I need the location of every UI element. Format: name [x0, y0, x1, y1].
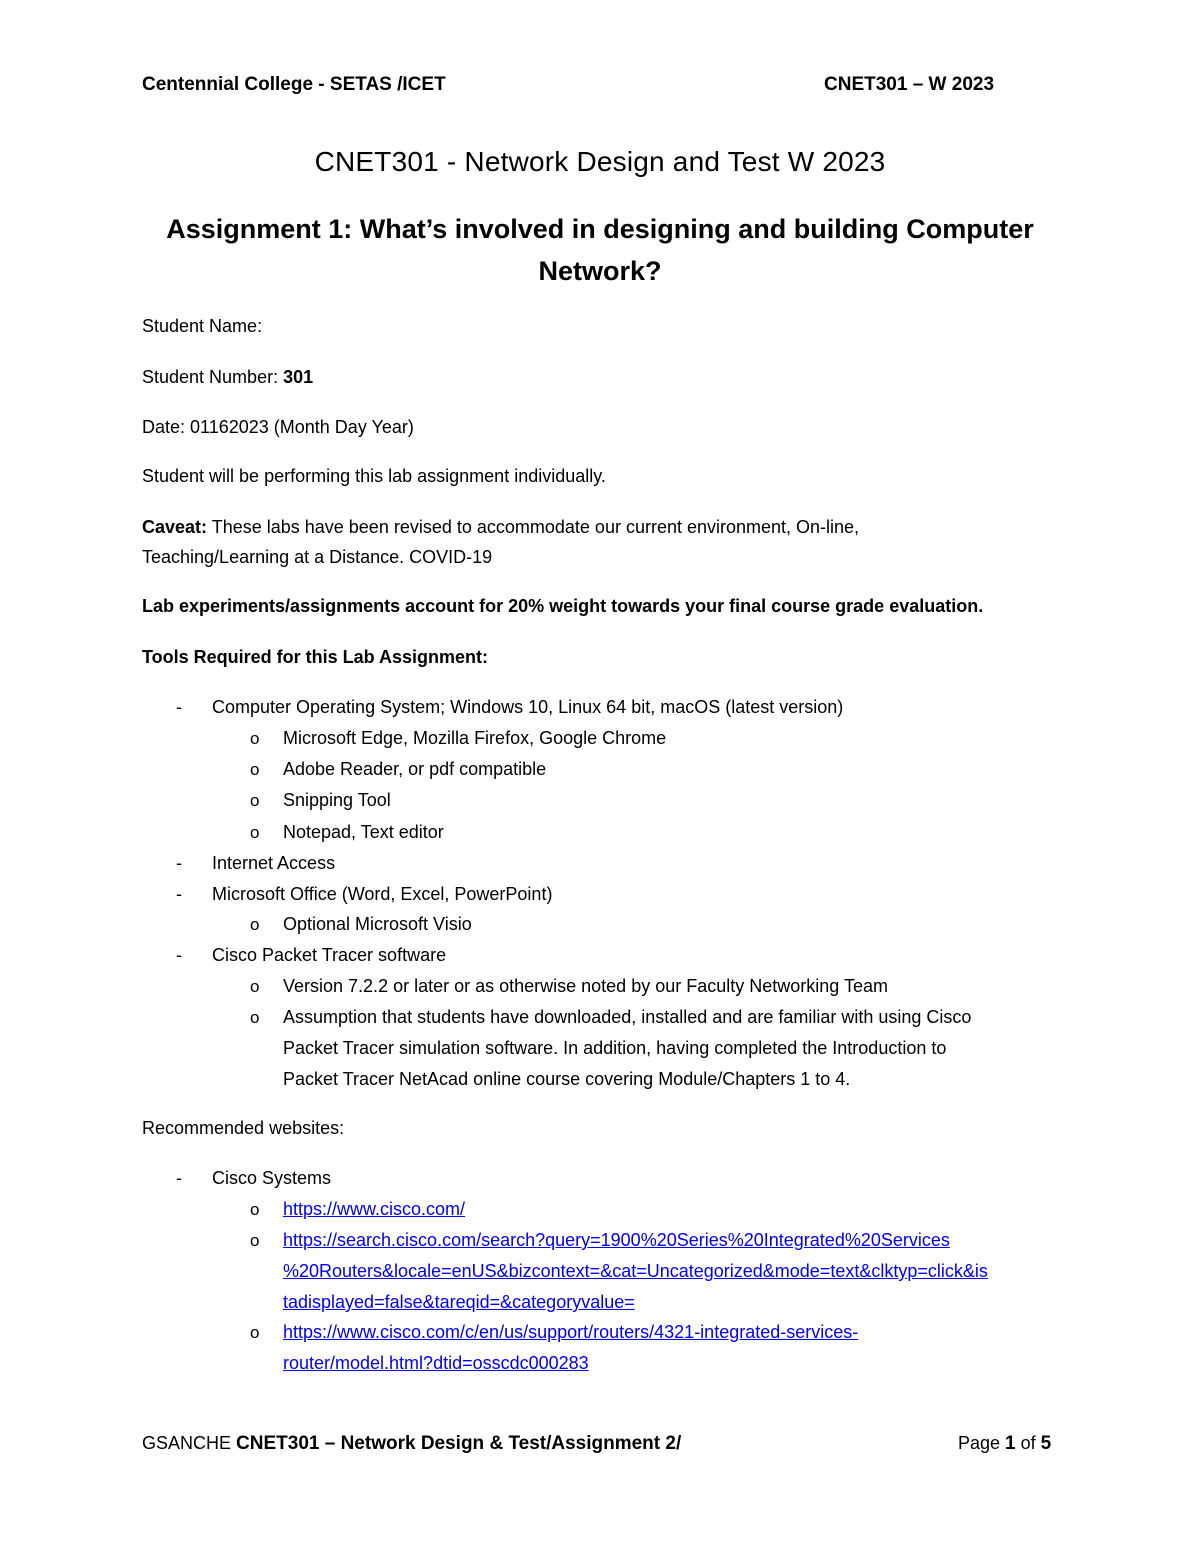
course-title: CNET301 - Network Design and Test W 2023 — [314, 146, 886, 177]
list-dash: - — [176, 945, 182, 965]
tools-subitem-browsers: Microsoft Edge, Mozilla Firefox, Google Chrome — [283, 728, 667, 748]
link-cisco-router-line2[interactable]: router/model.html?dtid=osscdc000283 — [283, 1353, 589, 1373]
weight-note: Lab experiments/assignments account for 20% weight towards your final course grade evaluation. — [142, 596, 984, 616]
tools-subitem-notepad: Notepad, Text editor — [283, 822, 444, 842]
list-dash: - — [176, 697, 182, 717]
caveat-label: Caveat: — [142, 517, 208, 537]
footer-page-of: of — [1015, 1433, 1041, 1453]
footer-page-label: Page — [958, 1433, 1006, 1453]
list-dash: - — [176, 884, 182, 904]
list-dash: - — [176, 1168, 182, 1188]
list-bullet: o — [250, 1231, 260, 1250]
date-label: Date: — [142, 417, 191, 437]
footer-page — [958, 1433, 1051, 1455]
websites-item-cisco: Cisco Systems — [212, 1168, 332, 1188]
link-cisco-router-line1[interactable]: https://www.cisco.com/c/en/us/support/routers/4321-integrated-services- — [283, 1322, 859, 1342]
list-bullet: o — [250, 1200, 260, 1219]
list-bullet: o — [250, 823, 260, 842]
tools-item-internet: Internet Access — [212, 853, 336, 873]
tools-subitem-assumption-line3: Packet Tracer NetAcad online course covering Module/Chapters 1 to 4. — [283, 1069, 851, 1089]
tools-item-office: Microsoft Office (Word, Excel, PowerPoint) — [212, 884, 553, 904]
date-row — [142, 417, 414, 438]
student-name-label: Student Name: — [142, 316, 263, 336]
student-number-row — [142, 367, 313, 388]
header-left: Centennial College - SETAS /ICET — [142, 74, 446, 95]
tools-subitem-assumption-line1: Assumption that students have downloaded, installed and are familiar with using Cisco — [283, 1007, 972, 1027]
assignment-title-line2: Network? — [538, 256, 662, 286]
student-number-value: 301 — [283, 367, 314, 387]
link-cisco-search-line2[interactable]: %20Routers&locale=enUS&bizcontext=&cat=Uncategorized&mode=text&clktyp=click&is — [283, 1261, 988, 1281]
tools-subitem-assumption-line2: Packet Tracer simulation software. In addition, having completed the Introduction to — [283, 1038, 947, 1058]
footer-page-total: 5 — [1040, 1433, 1052, 1454]
list-bullet: o — [250, 729, 260, 748]
assignment-title — [0, 208, 1200, 292]
caveat-text: These labs have been revised to accommodate our current environment, On-line, — [207, 517, 860, 537]
header-right: CNET301 – W 2023 — [824, 74, 995, 95]
list-bullet: o — [250, 1323, 260, 1342]
student-number-label: Student Number: — [142, 367, 284, 387]
list-bullet: o — [250, 915, 260, 934]
date-hint: (Month Day Year) — [268, 417, 414, 437]
tools-subitem-snipping: Snipping Tool — [283, 790, 391, 810]
list-dash: - — [176, 853, 182, 873]
caveat-line2: Teaching/Learning at a Distance. COVID-19 — [142, 547, 493, 567]
list-bullet: o — [250, 1008, 260, 1027]
tools-subitem-version: Version 7.2.2 or later or as otherwise noted by our Faculty Networking Team — [283, 976, 888, 996]
link-cisco-search-line1[interactable]: https://search.cisco.com/search?query=1900%20Series%20Integrated%20Services — [283, 1230, 950, 1250]
date-value: 01162023 — [190, 417, 269, 437]
list-bullet: o — [250, 791, 260, 810]
tools-subitem-reader: Adobe Reader, or pdf compatible — [283, 759, 547, 779]
footer-left — [142, 1433, 681, 1455]
assignment-title-line1: Assignment 1: What’s involved in designing and building Computer — [166, 214, 1034, 244]
link-cisco-home[interactable]: https://www.cisco.com/ — [283, 1199, 466, 1219]
tools-item-os: Computer Operating System; Windows 10, Linux 64 bit, macOS (latest version) — [212, 697, 844, 717]
websites-heading: Recommended websites: — [142, 1118, 345, 1138]
individual-note: Student will be performing this lab assignment individually. — [142, 466, 606, 486]
footer-page-current: 1 — [1005, 1433, 1016, 1454]
list-bullet: o — [250, 977, 260, 996]
footer-author: GSANCHE — [142, 1433, 237, 1453]
tools-subitem-visio: Optional Microsoft Visio — [283, 914, 472, 934]
tools-item-packet-tracer: Cisco Packet Tracer software — [212, 945, 447, 965]
caveat-line1 — [142, 517, 859, 538]
link-cisco-search-line3[interactable]: tadisplayed=false&tareqid=&categoryvalue= — [283, 1292, 635, 1312]
footer-doc-title: CNET301 – Network Design & Test/Assignment 2/ — [236, 1433, 682, 1454]
list-bullet: o — [250, 760, 260, 779]
tools-heading: Tools Required for this Lab Assignment: — [142, 647, 489, 667]
